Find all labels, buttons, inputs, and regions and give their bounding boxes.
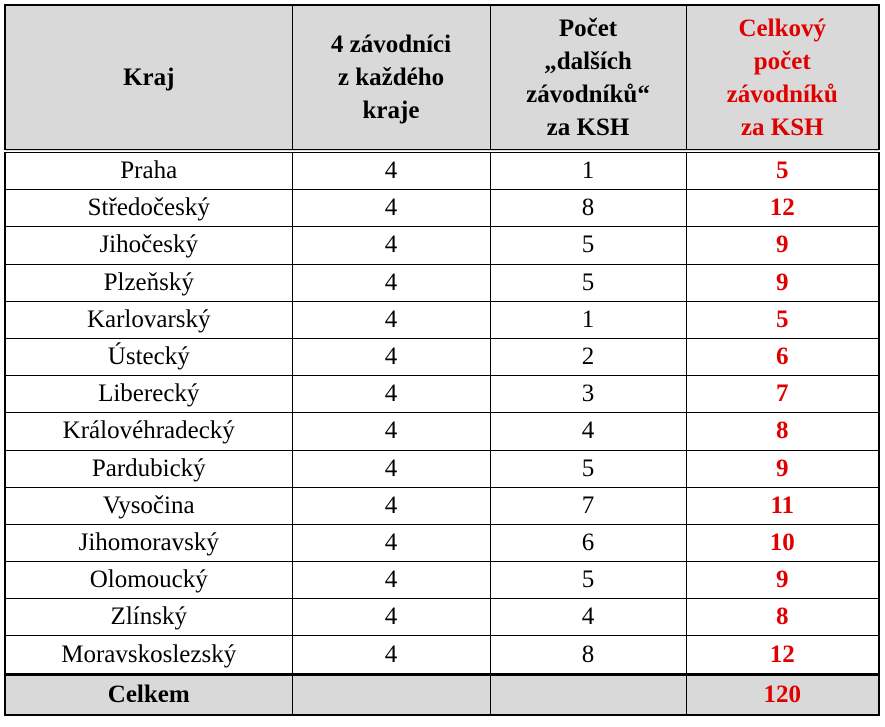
header-line: počet: [753, 47, 811, 75]
table-row: [5, 413, 879, 450]
table-body: [5, 151, 879, 674]
header-line: za KSH: [546, 113, 630, 141]
cell-dalsi: 5: [490, 227, 686, 264]
cell-zavodnici: 4: [292, 450, 490, 487]
table-row: [5, 562, 879, 599]
cell-zavodnici: 4: [292, 599, 490, 636]
cell-celkem: 9: [686, 450, 879, 487]
header-line: „dalších: [544, 47, 632, 75]
table-row: [5, 450, 879, 487]
cell-zavodnici: 4: [292, 636, 490, 674]
table-row: [5, 338, 879, 375]
cell-zavodnici: 4: [292, 301, 490, 338]
table-row: [5, 599, 879, 636]
table-row: [5, 301, 879, 338]
cell-celkem: 11: [686, 487, 879, 524]
cell-celkem: 7: [686, 376, 879, 413]
cell-kraj: Pardubický: [5, 450, 292, 487]
cell-zavodnici: 4: [292, 227, 490, 264]
cell-celkem: 5: [686, 301, 879, 338]
cell-dalsi: 7: [490, 487, 686, 524]
cell-celkem: 9: [686, 562, 879, 599]
table-row: [5, 376, 879, 413]
cell-kraj: Středočeský: [5, 190, 292, 227]
table-row: [5, 227, 879, 264]
cell-celkem: 6: [686, 338, 879, 375]
cell-kraj: Liberecký: [5, 376, 292, 413]
cell-dalsi: 2: [490, 338, 686, 375]
cell-zavodnici: 4: [292, 151, 490, 190]
cell-celkem: 9: [686, 264, 879, 301]
cell-zavodnici: 4: [292, 562, 490, 599]
header-line: závodníků: [726, 80, 838, 108]
header-line: 4 závodníci: [330, 31, 452, 58]
cell-kraj: Jihočeský: [5, 227, 292, 264]
table-row: [5, 264, 879, 301]
cell-zavodnici: 4: [292, 190, 490, 227]
cell-dalsi: 8: [490, 636, 686, 674]
table-footer: [5, 674, 879, 715]
cell-zavodnici: 4: [292, 338, 490, 375]
cell-celkem: 10: [686, 524, 879, 561]
cell-zavodnici: 4: [292, 264, 490, 301]
header-line: Celkový: [738, 14, 826, 42]
cell-kraj: Královéhradecký: [5, 413, 292, 450]
header-kraj: Kraj: [5, 5, 292, 151]
table-row: [5, 636, 879, 674]
cell-celkem: 8: [686, 599, 879, 636]
cell-kraj: Karlovarský: [5, 301, 292, 338]
cell-kraj: Praha: [5, 151, 292, 190]
cell-kraj: Olomoucký: [5, 562, 292, 599]
header-celkem: [686, 5, 879, 151]
cell-dalsi: 8: [490, 190, 686, 227]
header-zavodnici: [292, 5, 490, 151]
table-row: [5, 190, 879, 227]
cell-kraj: Ústecký: [5, 338, 292, 375]
cell-celkem: 9: [686, 227, 879, 264]
cell-celkem: 5: [686, 151, 879, 190]
header-line: závodníků“: [526, 80, 650, 108]
cell-zavodnici: 4: [292, 524, 490, 561]
header-dalsi: [490, 5, 686, 151]
table-wrapper: [4, 4, 880, 716]
footer-row: [5, 674, 879, 715]
cell-celkem: 12: [686, 636, 879, 674]
cell-kraj: Plzeňský: [5, 264, 292, 301]
table-row: [5, 151, 879, 190]
cell-kraj: Zlínský: [5, 599, 292, 636]
cell-celkem: 12: [686, 190, 879, 227]
header-line: Počet: [558, 14, 618, 42]
cell-zavodnici: 4: [292, 487, 490, 524]
cell-dalsi: 5: [490, 450, 686, 487]
footer-dalsi: [490, 674, 686, 715]
cell-dalsi: 5: [490, 264, 686, 301]
table-header: [5, 5, 879, 151]
cell-kraj: Vysočina: [5, 487, 292, 524]
competitors-table: [4, 4, 880, 716]
header-line: z každého: [337, 64, 445, 91]
header-line: kraje: [362, 97, 420, 124]
cell-dalsi: 1: [490, 301, 686, 338]
cell-kraj: Moravskoslezský: [5, 636, 292, 674]
header-line: za KSH: [740, 113, 824, 141]
footer-label: Celkem: [5, 674, 292, 715]
cell-dalsi: 4: [490, 599, 686, 636]
cell-dalsi: 6: [490, 524, 686, 561]
table-row: [5, 487, 879, 524]
footer-zavodnici: [292, 674, 490, 715]
cell-dalsi: 4: [490, 413, 686, 450]
cell-kraj: Jihomoravský: [5, 524, 292, 561]
cell-dalsi: 3: [490, 376, 686, 413]
table-row: [5, 524, 879, 561]
cell-dalsi: 1: [490, 151, 686, 190]
cell-dalsi: 5: [490, 562, 686, 599]
header-row: [5, 5, 879, 151]
cell-zavodnici: 4: [292, 413, 490, 450]
footer-celkem: 120: [686, 674, 879, 715]
cell-zavodnici: 4: [292, 376, 490, 413]
cell-celkem: 8: [686, 413, 879, 450]
